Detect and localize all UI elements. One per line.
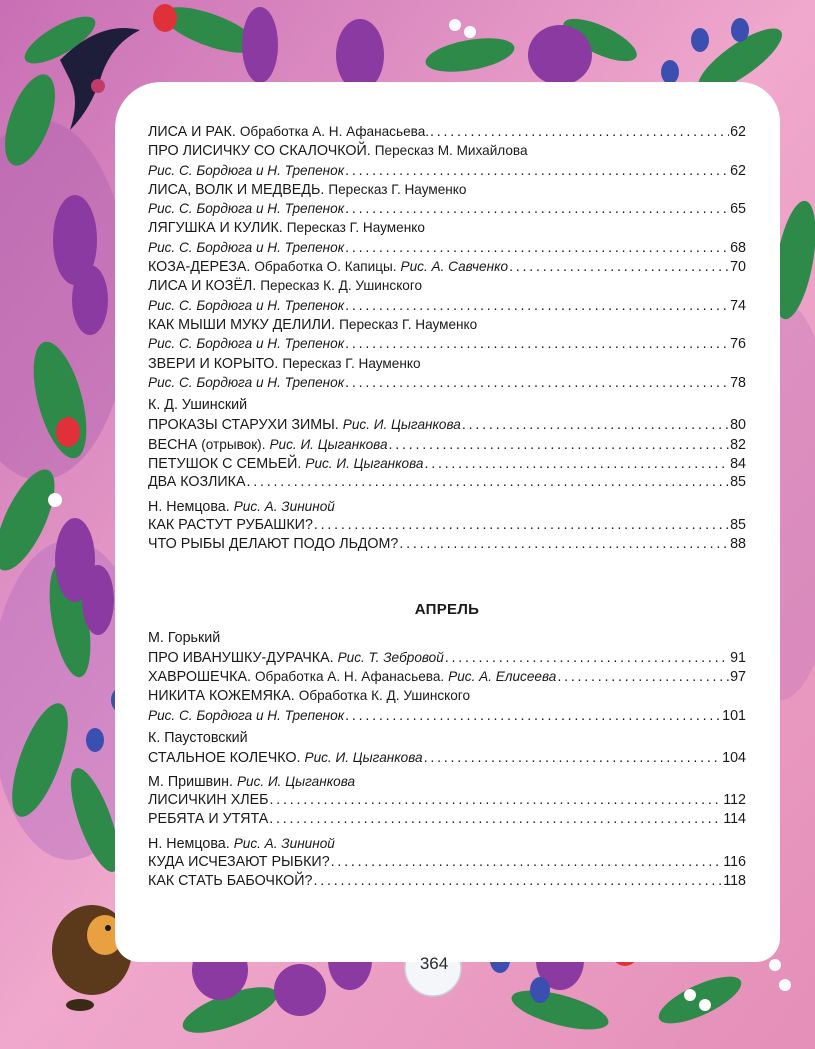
toc-entry[interactable] [148,748,746,767]
table-of-contents [148,122,746,891]
toc-illustrator: Рис. И. Цыганкова [305,456,424,472]
toc-author: М. Горький [148,629,221,646]
toc-note: Пересказ Г. Науменко [286,220,425,236]
toc-page-number: 97 [730,669,746,686]
toc-note: Пересказ Г. Науменко [282,355,421,371]
toc-illustrator: Рис. И. Цыганкова [269,436,388,452]
toc-title: ПРО ИВАНУШКУ-ДУРАЧКА. [148,649,334,666]
toc-author-line [148,629,746,648]
toc-note: Обработка О. Капицы. [254,259,397,275]
toc-illustrator: Рис. С. Бордюга и Н. Трепенок [148,374,345,390]
toc-page-number: 112 [723,791,746,808]
dot-leader [445,649,729,668]
dot-leader [345,162,729,181]
section-heading: АПРЕЛЬ [414,600,480,618]
toc-title: РЕБЯТА И УТЯТА [148,811,269,828]
toc-title: КАК РАСТУТ РУБАШКИ? [148,516,313,533]
dot-leader [424,455,729,474]
toc-illustrator: Рис. А. Зининой [233,498,335,514]
toc-note: (отрывок). [201,436,266,452]
toc-page-number: 76 [730,336,746,353]
toc-entry[interactable] [148,161,746,180]
toc-title: ПРО ЛИСИЧКУ СО СКАЛОЧКОЙ. [148,143,371,160]
toc-entry[interactable] [148,853,746,872]
toc-entry[interactable] [148,454,746,473]
toc-entry [148,180,746,199]
toc-note: Пересказ Г. Науменко [328,181,467,197]
toc-illustrator: Рис. И. Цыганкова [304,750,423,766]
toc-page-number: 88 [730,536,746,553]
dot-leader [345,374,729,393]
toc-illustrator: Рис. А. Елисеева [448,669,557,685]
toc-entry[interactable] [148,373,746,392]
toc-entry [148,354,746,373]
toc-title: СТАЛЬНОЕ КОЛЕЧКО. [148,750,301,767]
toc-page-number: 85 [730,474,746,491]
toc-entry[interactable] [148,872,746,891]
toc-entry[interactable] [148,257,746,276]
dot-leader [557,668,729,687]
toc-illustrator: Рис. И. Цыганкова [342,417,461,433]
dot-leader [389,436,730,455]
toc-page-number: 78 [730,374,746,391]
toc-illustrator: Рис. С. Бордюга и Н. Трепенок [148,336,345,352]
toc-title: ПЕТУШОК С СЕМЬЕЙ. [148,456,302,473]
dot-leader [430,123,729,142]
toc-title: КУДА ИСЧЕЗАЮТ РЫБКИ? [148,853,330,870]
toc-entry [148,276,746,295]
toc-title: КАК МЫШИ МУКУ ДЕЛИЛИ. [148,316,336,333]
dot-leader [424,749,722,768]
toc-note: Обработка А. Н. Афанасьева. [254,669,445,685]
toc-page-number: 101 [722,707,746,724]
dot-leader [314,516,729,535]
dot-leader [399,535,729,554]
toc-author: К. Паустовский [148,730,248,747]
dot-leader [345,297,729,316]
toc-entry[interactable] [148,667,746,686]
dot-leader [345,335,729,354]
toc-page-number: 80 [730,417,746,434]
toc-title: ЛИСИЧКИН ХЛЕБ [148,791,269,808]
toc-entry[interactable] [148,473,746,492]
toc-illustrator: Рис. А. Савченко [400,259,509,275]
toc-author-line [148,772,746,791]
toc-title: ХАВРОШЕЧКА. [148,669,251,686]
toc-note: Пересказ М. Михайлова [374,143,528,159]
dot-leader [313,872,722,891]
dot-leader [509,258,729,277]
toc-illustrator: Рис. С. Бордюга и Н. Трепенок [148,297,345,313]
toc-page-number: 70 [730,259,746,276]
toc-author: К. Д. Ушинский [148,397,248,414]
toc-page-number: 91 [730,649,746,666]
toc-entry[interactable] [148,122,746,141]
toc-page-number: 118 [723,873,746,890]
toc-entry[interactable] [148,334,746,353]
toc-page-number: 62 [730,162,746,179]
toc-entry[interactable] [148,810,746,829]
toc-title: ЛИСА, ВОЛК И МЕДВЕДЬ. [148,181,325,198]
toc-title: ЛИСА И РАК. [148,124,236,140]
toc-illustrator: Рис. С. Бордюга и Н. Трепенок [148,707,345,723]
toc-note: Обработка А. Н. Афанасьева. [239,124,430,139]
toc-illustrator: Рис. Т. Зебровой [337,649,444,665]
toc-author-line [148,396,746,415]
toc-title: ЗВЕРИ И КОРЫТО. [148,355,279,372]
toc-title: ЛИСА И КОЗЁЛ. [148,278,257,295]
toc-entry[interactable] [148,415,746,434]
dot-leader [345,200,729,219]
toc-entry[interactable] [148,791,746,810]
toc-illustrator: Рис. С. Бордюга и Н. Трепенок [148,201,345,217]
toc-note: Пересказ К. Д. Ушинского [260,278,423,294]
toc-page-number: 65 [730,201,746,218]
toc-author-line [148,834,746,853]
dot-leader [345,239,729,258]
toc-page-number: 68 [730,239,746,256]
toc-title: ЛЯГУШКА И КУЛИК. [148,220,283,237]
toc-entry[interactable] [148,435,746,454]
toc-page-number: 74 [730,297,746,314]
page-number: 364 [419,954,449,973]
toc-page-number: 82 [730,436,746,453]
dot-leader [247,473,730,492]
toc-page-number: 84 [730,456,746,473]
toc-title: НИКИТА КОЖЕМЯКА. [148,688,295,705]
toc-note: Пересказ Г. Науменко [339,316,478,332]
toc-title: КАК СТАТЬ БАБОЧКОЙ? [148,873,313,890]
toc-page-number: 114 [723,811,746,828]
toc-entry[interactable] [148,706,746,725]
toc-illustrator: Рис. С. Бордюга и Н. Трепенок [148,162,345,178]
dot-leader [462,416,729,435]
toc-title: КОЗА-ДЕРЕЗА. [148,259,251,276]
toc-title: ЧТО РЫБЫ ДЕЛАЮТ ПОДО ЛЬДОМ? [148,536,399,553]
toc-entry[interactable] [148,199,746,218]
toc-author-line [148,497,746,516]
toc-entry[interactable] [148,535,746,554]
toc-title: ПРОКАЗЫ СТАРУХИ ЗИМЫ. [148,417,339,434]
toc-title: ДВА КОЗЛИКА [148,474,246,491]
toc-page-number: 116 [723,853,746,870]
toc-author: Н. Немцова. [148,498,230,515]
toc-author: Н. Немцова. [148,835,230,852]
toc-illustrator: Рис. С. Бордюга и Н. Трепенок [148,239,345,255]
dot-leader [345,707,721,726]
toc-page-number: 62 [730,124,746,140]
toc-page-number: 104 [722,750,746,767]
toc-entry[interactable] [148,238,746,257]
toc-author-line [148,729,746,748]
toc-illustrator: Рис. И. Цыганкова [236,773,356,789]
toc-title: ВЕСНА [148,436,198,453]
toc-page-number: 85 [730,516,746,533]
toc-entry [148,686,746,705]
toc-note: Обработка К. Д. Ушинского [298,688,471,704]
dot-leader [270,791,723,810]
toc-entry [148,315,746,334]
toc-entry [148,141,746,160]
dot-leader [331,853,723,872]
toc-entry[interactable] [148,516,746,535]
toc-entry[interactable] [148,648,746,667]
toc-entry[interactable] [148,296,746,315]
toc-illustrator: Рис. А. Зининой [233,835,335,851]
toc-entry [148,218,746,237]
dot-leader [269,810,722,829]
toc-author: М. Пришвин. [148,773,233,790]
